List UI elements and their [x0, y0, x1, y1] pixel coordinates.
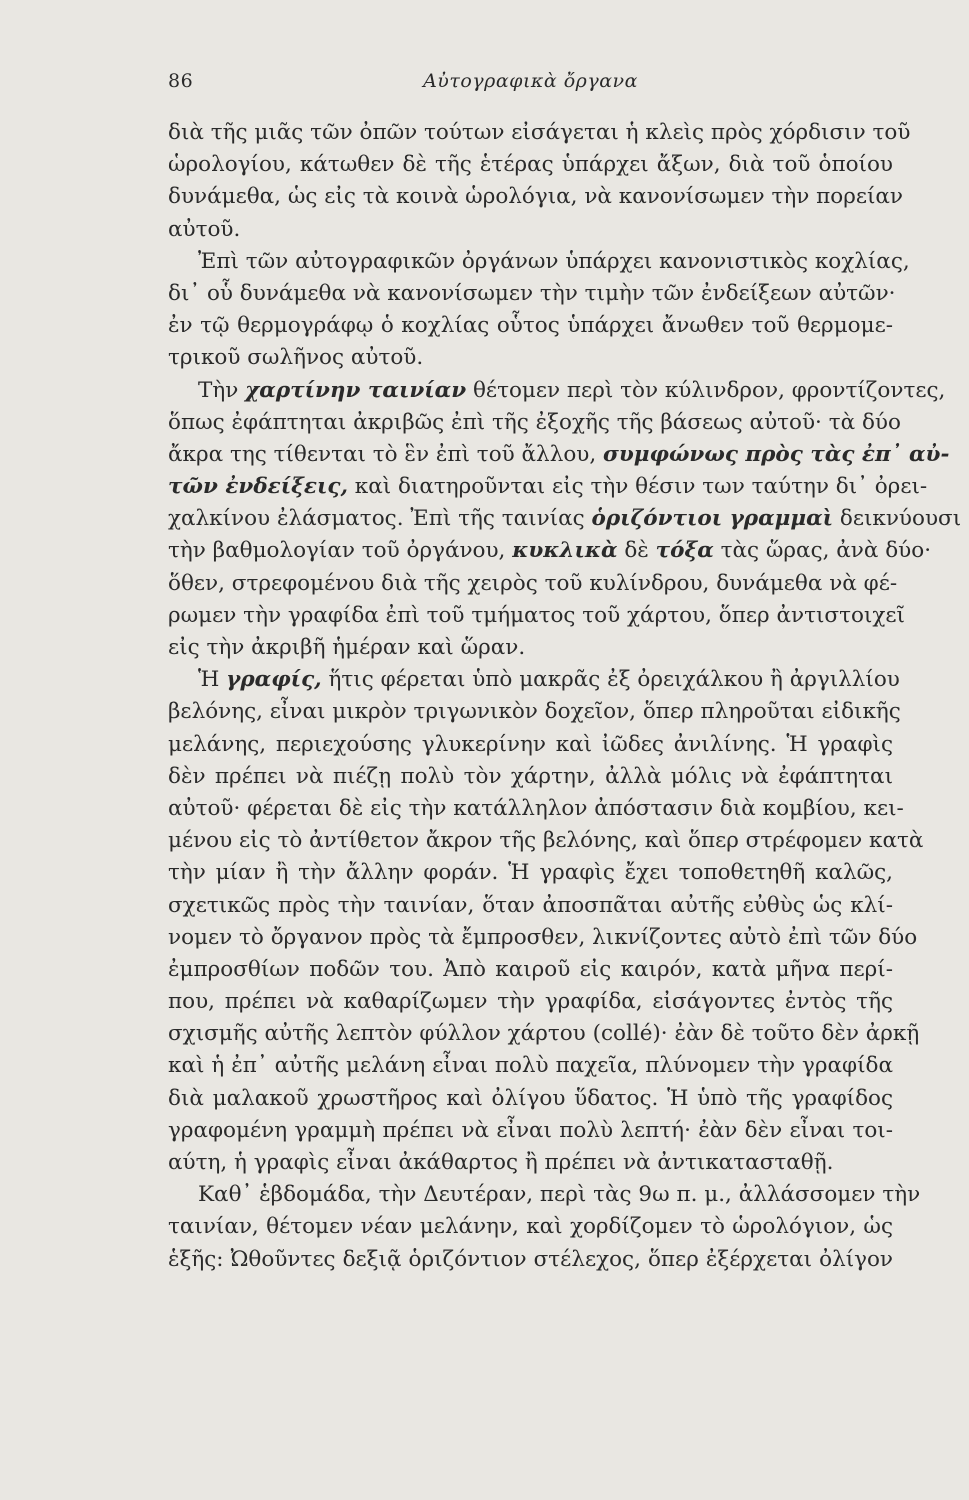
text-run: ρωμεν τὴν γραφίδα ἐπὶ τοῦ τμήματος τοῦ χάρτου, ὅπερ ἀντιστοιχεῖ — [168, 602, 905, 628]
emphasized-term: τῶν ἐνδείξεις, — [168, 474, 348, 500]
text-line — [168, 117, 911, 149]
text-run: ἐμπροσθίων ποδῶν του. Ἀπὸ καιροῦ εἰς καιρόν, κατὰ μῆνα περί- — [168, 956, 893, 982]
emphasized-term: ὁριζόντιοι γραμμαὶ — [591, 506, 834, 532]
text-line — [168, 922, 918, 954]
text-run: μελάνης, περιεχούσης γλυκερίνην καὶ ἰῶδες ἀνιλίνης. Ἡ γραφὶς — [168, 731, 893, 757]
text-run: καὶ ἡ ἐπ᾿ αὐτῆς μελάνη εἶναι πολὺ παχεῖα, πλύνομεν τὴν γραφίδα — [168, 1053, 893, 1079]
text-run: τρικοῦ σωλῆνος αὐτοῦ. — [168, 345, 424, 371]
text-line — [168, 1211, 893, 1243]
text-run: μένου εἰς τὸ ἀντίθετον ἄκρον τῆς βελόνης, καὶ ὅπερ στρέφομεν κατὰ — [168, 828, 924, 854]
text-line — [168, 632, 893, 664]
emphasized-term: κυκλικὰ — [512, 538, 618, 564]
text-line — [168, 1083, 893, 1115]
text-run: βελόνης, εἶναι μικρὸν τριγωνικὸν δοχεῖον, ὅπερ πληροῦται εἰδικῆς — [168, 699, 901, 725]
text-line — [168, 471, 928, 503]
text-run: χαλκίνου ἐλάσματος. Ἐπὶ τῆς ταινίας — [168, 506, 592, 532]
text-line — [168, 954, 893, 986]
text-run: εἰς τὴν ἀκριβῆ ἡμέραν καὶ ὥραν. — [168, 635, 526, 660]
text-line — [168, 1244, 893, 1276]
text-run: νομεν τὸ ὄργανον πρὸς τὰ ἔμπροσθεν, λικνίζοντες αὐτὸ ἐπὶ τῶν δύο — [168, 924, 918, 950]
text-run: ταινίαν, θέτομεν νέαν μελάνην, καὶ χορδίζομεν τὸ ὡρολόγιον, ὡς — [168, 1214, 893, 1240]
text-run: τὰς ὥρας, ἀνὰ δύο· — [713, 538, 932, 564]
text-run: γραφομένη γραμμὴ πρέπει νὰ εἶναι πολὺ λεπτή· ἐὰν δὲν εἶναι τοι- — [168, 1117, 893, 1143]
text-line — [168, 1018, 920, 1050]
text-run: Ἡ — [198, 667, 227, 693]
text-line — [168, 568, 898, 600]
text-run: δεικνύουσι — [833, 506, 962, 532]
text-run: ἑξῆς: Ὠθοῦντες δεξιᾷ ὁριζόντιον στέλεχος, ὅπερ ἐξέρχεται ὀλίγον — [168, 1246, 893, 1272]
text-line — [168, 214, 893, 246]
text-run: αύτη, ἡ γραφὶς εἶναι ἀκάθαρτος ἢ πρέπει νὰ ἀντικατασταθῇ. — [168, 1150, 834, 1175]
emphasized-term: τόξα — [655, 538, 714, 564]
text-line — [168, 503, 962, 535]
text-line — [168, 664, 900, 696]
text-run: διὰ τῆς μιᾶς τῶν ὀπῶν τούτων εἰσάγεται ἡ κλεὶς πρὸς χόρδισιν τοῦ — [168, 120, 911, 145]
emphasized-term: γραφίς, — [226, 667, 322, 693]
text-line — [168, 535, 932, 567]
text-line — [168, 439, 950, 471]
text-run: δὲ — [617, 538, 656, 564]
text-run: ὡρολογίου, κάτωθεν δὲ τῆς ἑτέρας ὑπάρχει ἄξων, διὰ τοῦ ὁποίου — [168, 152, 893, 178]
text-run: δὲν πρέπει νὰ πιέζῃ πολὺ τὸν χάρτην, ἀλλὰ μόλις νὰ ἐφάπτηται — [168, 763, 893, 789]
text-run: αὐτοῦ. — [168, 216, 241, 242]
text-run: δι᾿ οὗ δυνάμεθα νὰ κανονίσωμεν τὴν τιμὴν τῶν ἐνδείξεων αὐτῶν· — [168, 280, 896, 306]
text-run: σχετικῶς πρὸς τὴν ταινίαν, ὅταν ἀποσπᾶται αὐτῆς εὐθὺς ὡς κλί- — [168, 892, 893, 918]
text-line — [168, 600, 905, 632]
page-number: 86 — [168, 70, 194, 92]
text-line — [168, 793, 904, 825]
text-run: ἐν τῷ θερμογράφῳ ὁ κοχλίας οὗτος ὑπάρχει ἄνωθεν τοῦ θερμομε- — [168, 313, 893, 339]
body-text — [168, 117, 962, 1276]
text-run: τὴν βαθμολογίαν τοῦ ὀργάνου, — [168, 538, 513, 564]
text-line — [168, 857, 893, 889]
text-run: που, πρέπει νὰ καθαρίζωμεν τὴν γραφίδα, εἰσάγοντες ἐντὸς τῆς — [168, 989, 893, 1015]
text-run: ὅπως ἐφάπτηται ἀκριβῶς ἐπὶ τῆς ἐξοχῆς τῆς βάσεως αὐτοῦ· τὰ δύο — [168, 409, 901, 435]
text-run: θέτομεν περὶ τὸν κύλινδρον, φροντίζοντες, — [466, 377, 946, 403]
text-line — [168, 1179, 921, 1211]
text-line — [168, 729, 893, 761]
text-run: τὴν μίαν ἢ τὴν ἄλλην φοράν. Ἡ γραφὶς ἔχει τοποθετηθῆ καλῶς, — [168, 860, 893, 886]
text-line — [168, 890, 893, 922]
text-line — [168, 278, 896, 310]
text-run: διὰ μαλακοῦ χρωστῆρος καὶ ὀλίγου ὕδατος. Ἡ ὑπὸ τῆς γραφίδος — [168, 1085, 893, 1111]
text-run: καὶ διατηροῦνται εἰς τὴν θέσιν των ταύτην δι᾿ ὀρει- — [347, 474, 928, 500]
text-run: σχισμῆς αὐτῆς λεπτὸν φύλλον χάρτου (collé)· ἐὰν δὲ τοῦτο δὲν ἀρκῇ — [168, 1021, 920, 1047]
text-line — [168, 246, 910, 278]
text-line — [168, 181, 903, 213]
text-line — [168, 1050, 893, 1082]
text-line — [168, 696, 901, 728]
text-run: δυνάμεθα, ὡς εἰς τὰ κοινὰ ὡρολόγια, νὰ κανονίσωμεν τὴν πορείαν — [168, 184, 903, 210]
text-line — [168, 310, 893, 342]
text-line — [168, 149, 893, 181]
text-line — [168, 1147, 893, 1179]
text-run: Καθ᾿ ἑβδομάδα, τὴν Δευτέραν, περὶ τὰς 9ω π. μ., ἀλλάσσομεν τὴν — [198, 1182, 921, 1208]
text-run: Τὴν — [198, 377, 246, 403]
text-run: ὅθεν, στρεφομένου διὰ τῆς χειρὸς τοῦ κυλίνδρου, δυνάμεθα νὰ φέ- — [168, 570, 898, 596]
emphasized-term: συμφώνως πρὸς τὰς ἐπ᾿ αὐ- — [603, 441, 950, 467]
text-run: αὐτοῦ· φέρεται δὲ εἰς τὴν κατάλληλον ἀπόστασιν διὰ κομβίου, κει- — [168, 795, 904, 821]
text-line — [168, 761, 893, 793]
text-line — [168, 407, 901, 439]
text-line — [168, 825, 924, 857]
text-line — [168, 986, 893, 1018]
running-title: Αὐτογραφικὰ ὄργανα — [423, 70, 638, 92]
text-run: ἄκρα της τίθενται τὸ ἓν ἐπὶ τοῦ ἄλλου, — [168, 441, 603, 467]
text-run: ἥτις φέρεται ὑπὸ μακρᾶς ἐξ ὀρειχάλκου ἢ ἀργιλλίου — [321, 667, 900, 693]
text-line — [168, 342, 893, 374]
text-line — [168, 375, 946, 407]
text-line — [168, 1115, 893, 1147]
text-run: Ἐπὶ τῶν αὐτογραφικῶν ὀργάνων ὑπάρχει κανονιστικὸς κοχλίας, — [198, 248, 910, 274]
emphasized-term: χαρτίνην ταινίαν — [245, 377, 467, 403]
